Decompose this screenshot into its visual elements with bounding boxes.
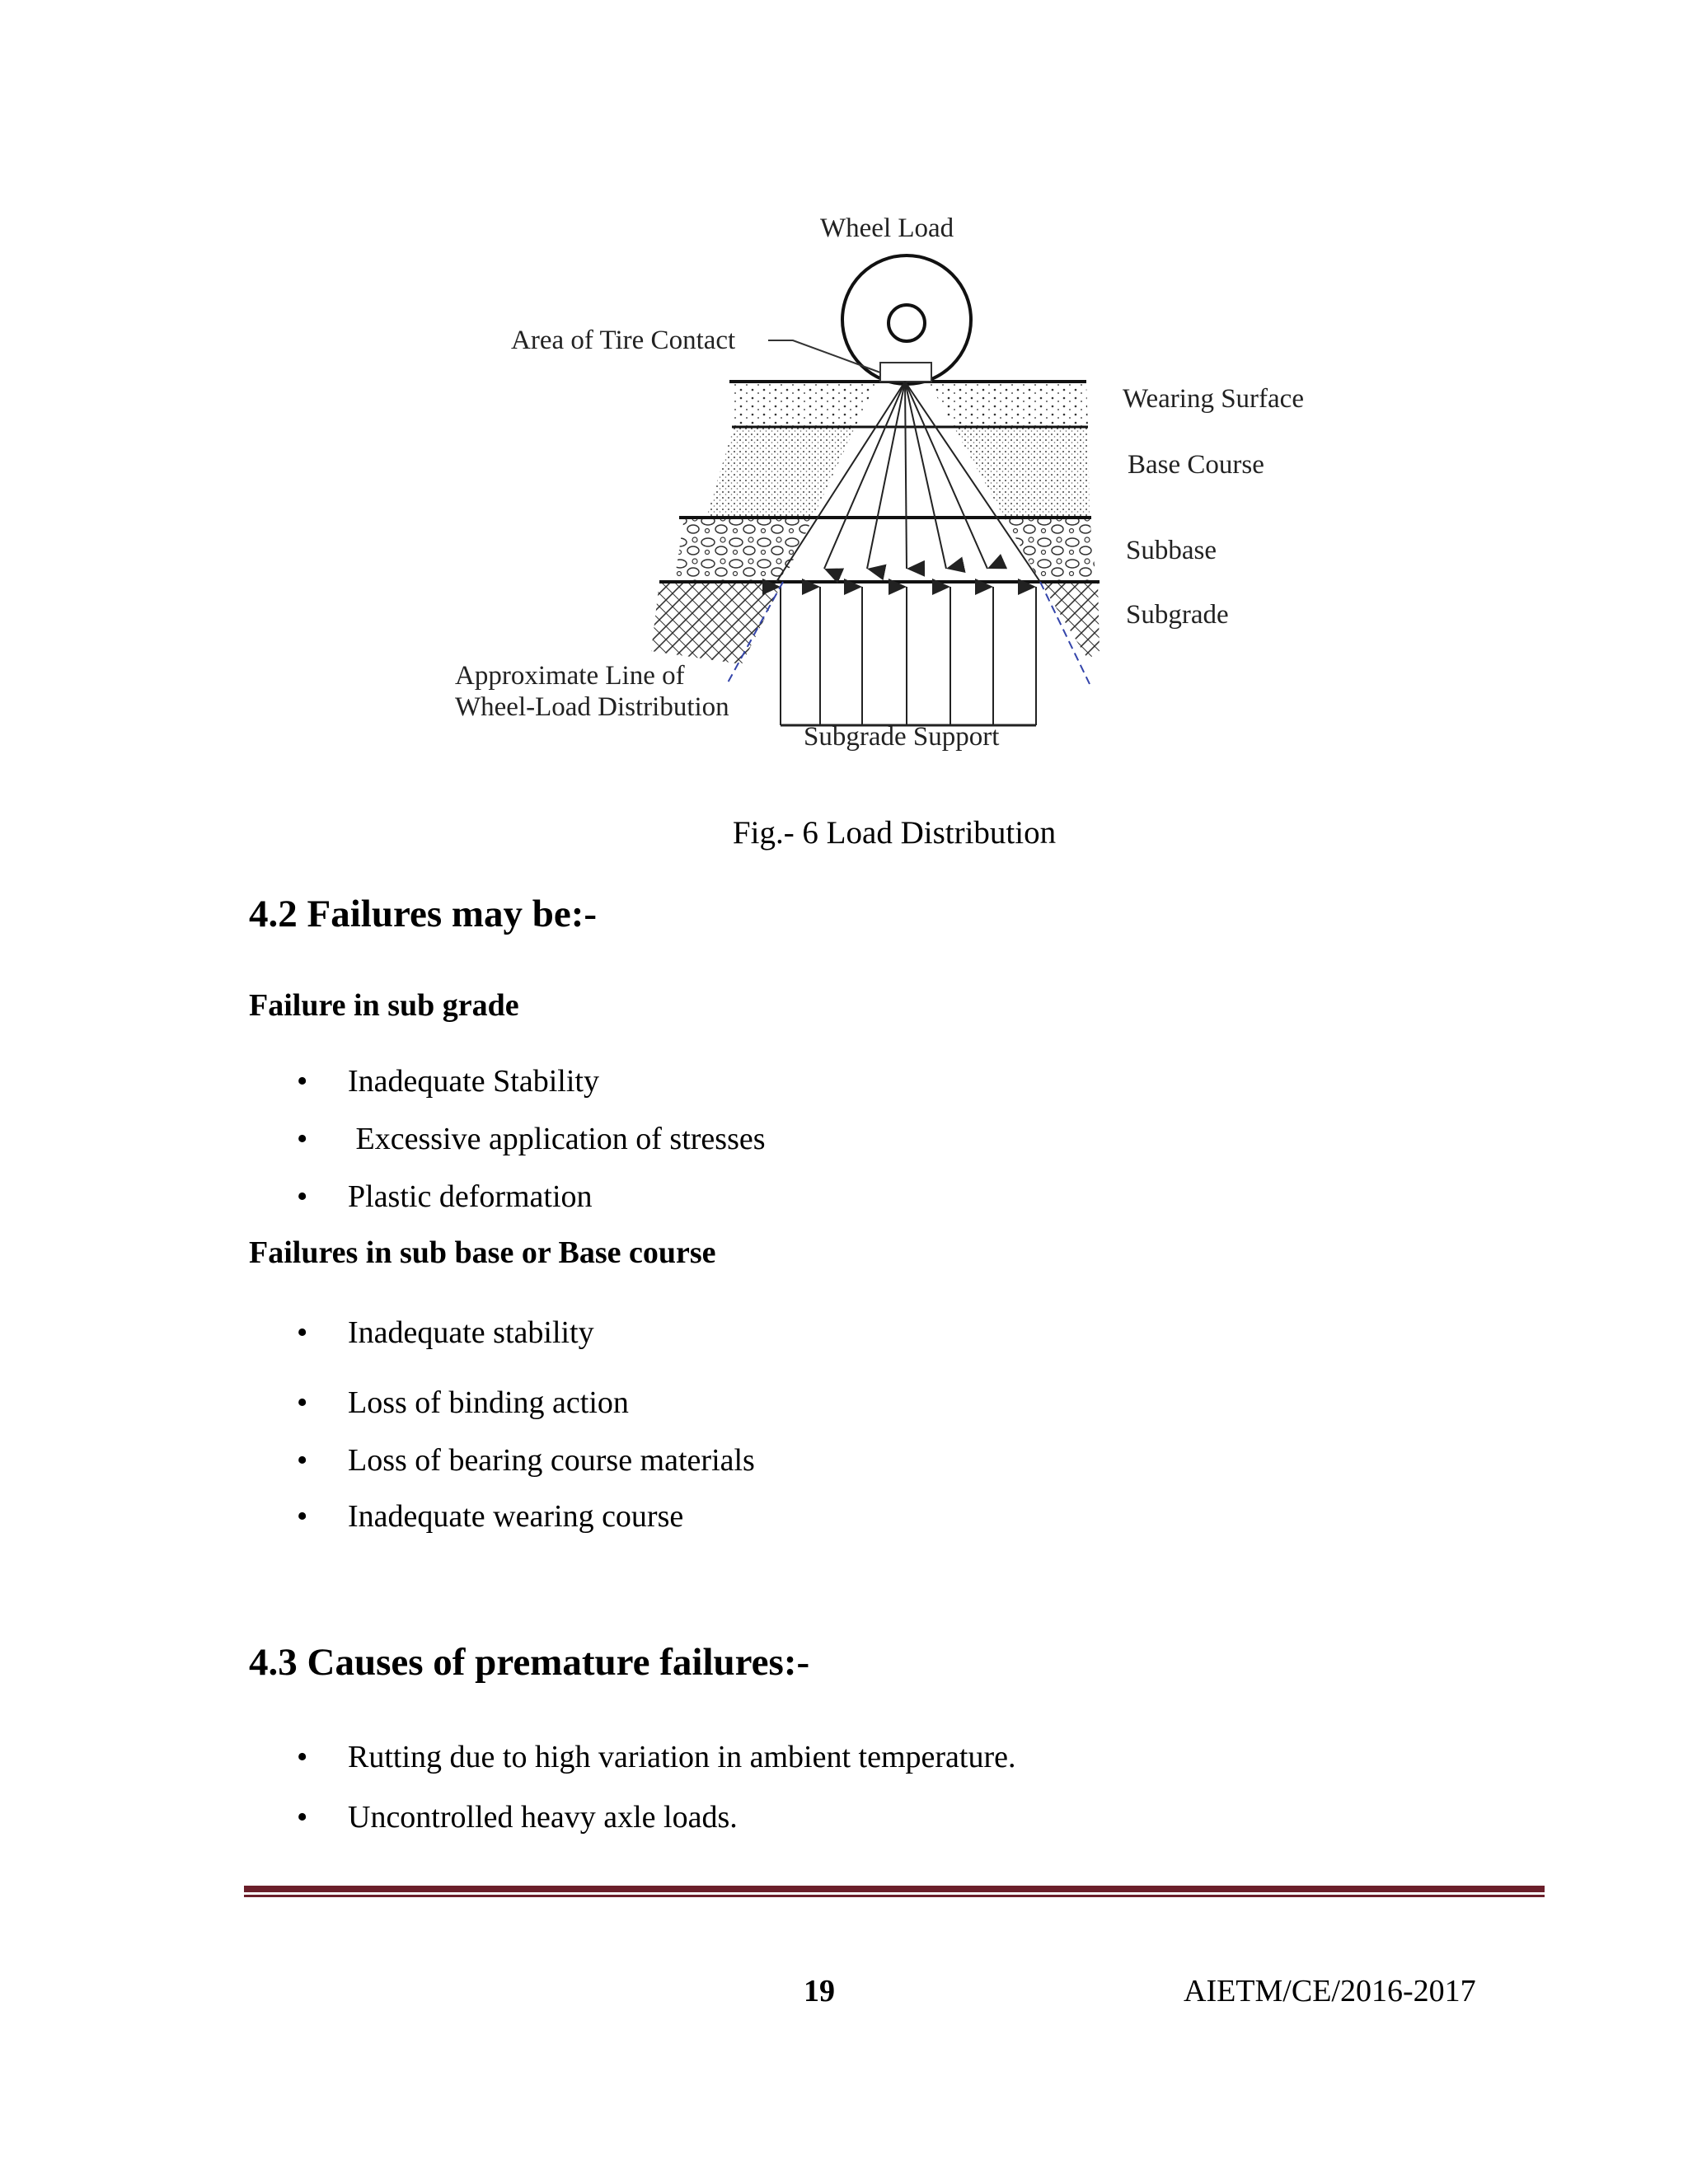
subgrade-layer-left [651, 582, 783, 664]
bullet-icon: • [297, 1740, 308, 1774]
label-tire-contact: Area of Tire Contact [511, 326, 736, 355]
bullet-icon: • [297, 1064, 308, 1099]
label-approx-line-2: Wheel-Load Distribution [455, 692, 729, 722]
label-subgrade: Subgrade [1126, 600, 1229, 630]
page-number: 19 [804, 1974, 835, 2008]
subgrade-layer-right [1040, 582, 1100, 659]
label-subgrade-support: Subgrade Support [804, 722, 1000, 752]
footer-document-code: AIETM/CE/2016-2017 [1184, 1974, 1476, 2008]
label-approx-line-1: Approximate Line of [455, 661, 685, 691]
label-wheel-load: Wheel Load [820, 213, 954, 243]
tire-contact-area [880, 363, 931, 382]
bullet-icon: • [297, 1443, 308, 1478]
bullet-icon: • [297, 1385, 308, 1420]
section-4-2-heading: 4.2 Failures may be:- [249, 893, 598, 935]
base-failure-heading: Failures in sub base or Base course [249, 1235, 716, 1270]
bullet-icon: • [297, 1800, 308, 1835]
bullet-icon: • [297, 1499, 308, 1534]
label-wearing-surface: Wearing Surface [1123, 384, 1304, 414]
bullet-icon: • [297, 1315, 308, 1350]
section-4-3-heading: 4.3 Causes of premature failures:- [249, 1641, 810, 1684]
figure-caption: Fig.- 6 Load Distribution [732, 815, 1057, 851]
subgrade-failure-heading: Failure in sub grade [249, 988, 519, 1023]
label-base-course: Base Course [1128, 450, 1264, 480]
label-subbase: Subbase [1126, 536, 1217, 565]
footer-rule-thin [244, 1895, 1545, 1897]
load-distribution-figure [437, 198, 1393, 775]
bullet-icon: • [297, 1179, 308, 1214]
footer-rule-thick [244, 1886, 1545, 1892]
bullet-icon: • [297, 1122, 308, 1156]
